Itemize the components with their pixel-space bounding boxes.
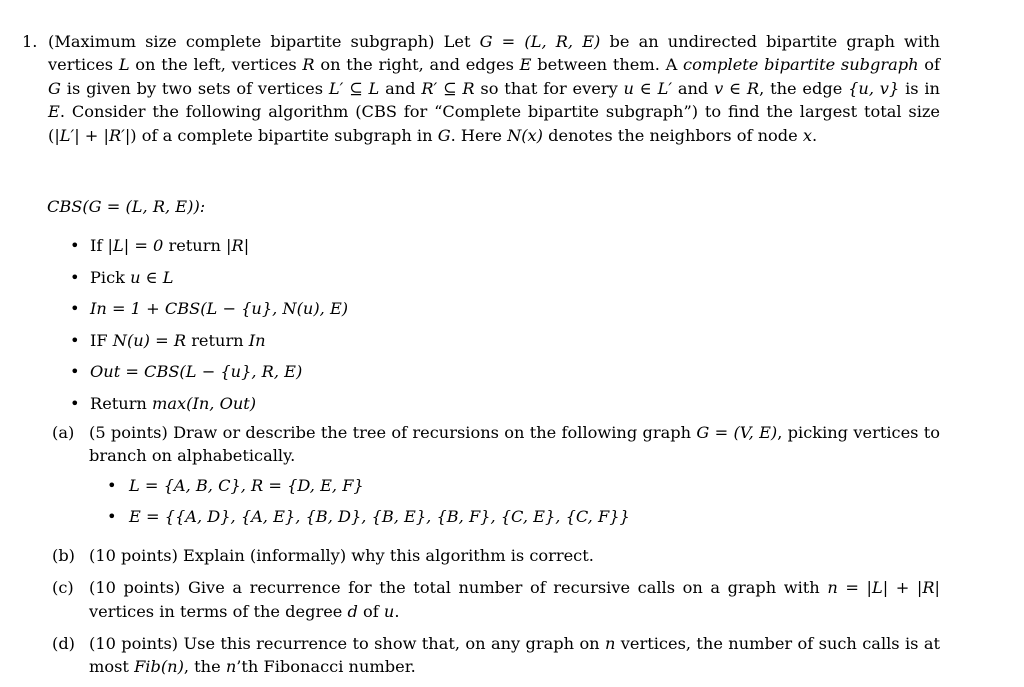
part-b: (b) (10 points) Explain (informally) why this algorithm is correct. xyxy=(52,544,940,567)
problem-number: 1. xyxy=(22,32,38,51)
term-complete-bipartite-subgraph: complete bipartite subgraph xyxy=(683,55,919,75)
algorithm-step: • Pick u ∈ L xyxy=(70,266,348,298)
algorithm-title: CBS(G = (L, R, E)): xyxy=(47,197,206,216)
algorithm-step: • IF N(u) = R return In xyxy=(70,329,348,361)
algorithm-step: • Return max(In, Out) xyxy=(70,392,348,424)
part-label: (b) xyxy=(52,546,75,566)
problem-statement xyxy=(22,30,940,147)
problem-parts xyxy=(52,421,940,687)
vertex-sets: • L = {A, B, C}, R = {D, E, F} xyxy=(89,474,940,505)
edge-set: • E = {{A, D}, {A, E}, {B, D}, {B, E}, {B, F}, {C, E}, {C, F}} xyxy=(89,505,940,536)
part-d: (d) (10 points) Use this recurrence to show that, on any graph on n vertices, the number of such calls is at most Fib(n), the n’th Fibonacci number. xyxy=(52,633,940,676)
part-c: (c) (10 points) Give a recurrence for the total number of recursive calls on a graph with n = |L| + |R| vertices in terms of the degree d of u. xyxy=(52,578,940,621)
algorithm-step: • Out = CBS(L − {u}, R, E) xyxy=(70,360,348,392)
part-label: (a) xyxy=(52,423,75,442)
problem-intro: (Maximum size complete bipartite subgraph) Let G = (L, R, E) be an undirected bipartite graph with vertices L on the left, vertices R on the right, and edges E between them. A complete bipartite subgraph of G is given by two sets of vertices L′ ⊆ L and R′ ⊆ R so that for every u ∈ L′ and v ∈ R, the edge {u, v} is in E. Consider the following algorithm (CBS for “Complete bipartite subgraph”) to find the largest total size (|L′| + |R′|) of a complete bipartite subgraph in G. Here N(x) denotes the neighbors of node x. xyxy=(48,32,940,145)
algorithm-step: • If |L| = 0 return |R| xyxy=(70,234,348,266)
part-a: (a) (5 points) Draw or describe the tree of recursions on the following graph G = (V, E), picking vertices to branch on alphabetically. • L = {A, B, C}, R = {D, E, F} • E = {{A, D}, {A, E}, {B, D}, {B, E}, {B, F}, {C, E}, {C, F}} xyxy=(52,421,940,536)
part-label: (d) xyxy=(52,633,75,653)
part-label: (c) xyxy=(52,578,74,598)
graph-definition xyxy=(89,474,940,536)
algorithm-step: • In = 1 + CBS(L − {u}, N(u), E) xyxy=(70,297,348,329)
algorithm-steps xyxy=(70,234,348,423)
